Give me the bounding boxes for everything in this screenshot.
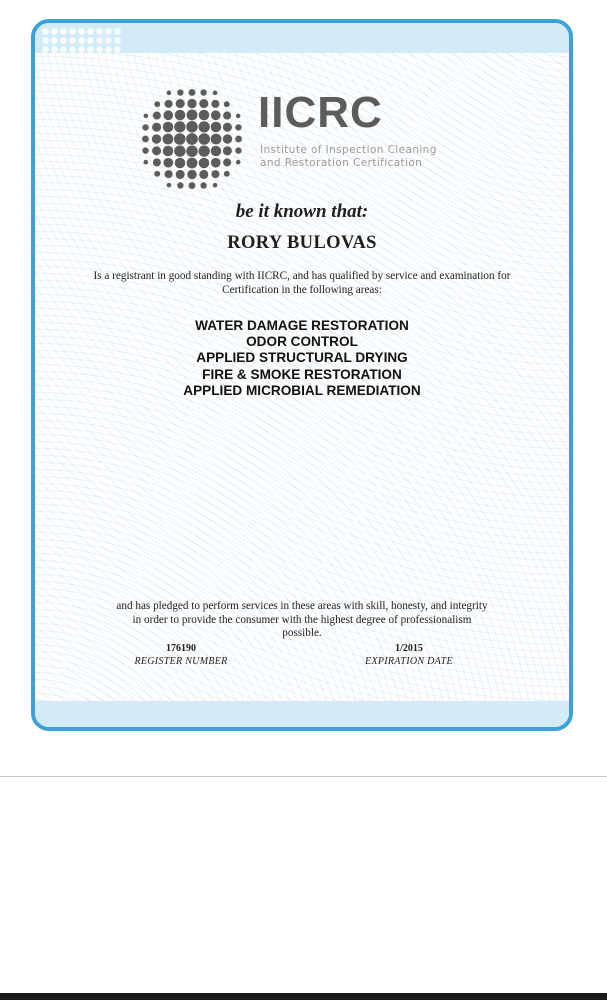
globe-dot: [176, 99, 185, 108]
corner-dot-pattern: [41, 27, 121, 53]
globe-dot: [189, 89, 196, 96]
globe-dot: [213, 183, 218, 188]
globe-dot: [163, 158, 173, 168]
intro-text: Is a registrant in good standing with IICRC, and has qualified by service and examination for Certification in the following areas:: [93, 270, 511, 296]
brand-subtitle-line-1: Institute of Inspection Cleaning: [260, 144, 437, 156]
globe-dot: [154, 171, 160, 177]
globe-dot: [153, 158, 161, 166]
globe-dot: [187, 170, 196, 179]
globe-dot: [165, 170, 173, 178]
expiration-date-label: EXPIRATION DATE: [365, 656, 453, 667]
globe-logo-icon: [136, 83, 248, 195]
globe-dot: [186, 133, 198, 145]
globe-dot: [236, 114, 241, 119]
globe-dot: [187, 99, 196, 108]
globe-dot: [189, 182, 196, 189]
register-number: 176190: [166, 643, 196, 654]
brand-subtitle-line-2: and Restoration Certification: [260, 157, 423, 169]
globe-dot: [163, 122, 174, 133]
globe-dot: [223, 112, 231, 120]
globe-dot: [224, 101, 230, 107]
brand-subtitle: [260, 144, 460, 170]
globe-dot: [177, 89, 183, 95]
globe-dot: [198, 145, 209, 156]
globe-dot: [175, 158, 186, 169]
globe-dot: [223, 146, 232, 155]
bottom-band: [35, 701, 569, 727]
globe-dot: [163, 134, 174, 145]
globe-dot: [223, 134, 232, 143]
register-number-label: REGISTER NUMBER: [134, 656, 228, 667]
globe-dot: [211, 110, 221, 120]
globe-dot: [213, 91, 218, 96]
globe-dot: [142, 147, 148, 153]
globe-dot: [144, 114, 149, 119]
globe-dot: [186, 145, 198, 157]
globe-dot: [187, 110, 198, 121]
expiration-date: 1/2015: [395, 643, 423, 654]
globe-dot: [198, 133, 210, 145]
globe-dot: [174, 121, 185, 132]
globe-dot: [211, 146, 222, 157]
certification-area: ODOR CONTROL: [246, 334, 358, 350]
globe-dot: [152, 146, 161, 155]
certification-area: WATER DAMAGE RESTORATION: [195, 318, 409, 333]
globe-dot: [211, 158, 221, 168]
brand-name: IICRC: [258, 88, 383, 137]
globe-dot: [200, 89, 206, 95]
globe-dot: [154, 101, 160, 107]
globe-dot: [211, 122, 222, 133]
globe-dot: [211, 134, 222, 145]
globe-dot: [223, 158, 231, 166]
globe-dot: [211, 100, 219, 108]
globe-dot: [187, 158, 198, 169]
scan-page-edge: [0, 776, 607, 777]
globe-dot: [211, 170, 219, 178]
globe-dot: [235, 124, 241, 130]
globe-dot: [153, 112, 161, 120]
globe-dot: [177, 182, 183, 188]
globe-dot: [163, 146, 174, 157]
pledge-text: and has pledged to perform services in these areas with skill, honesty, and integrity in order to provide the consumer with the highest degree of professionalism possible.: [116, 600, 488, 640]
globe-dot: [199, 158, 210, 169]
globe-dot: [152, 123, 161, 132]
globe-dot: [174, 145, 185, 156]
globe-dot: [235, 147, 241, 153]
recipient-name: RORY BULOVAS: [227, 233, 377, 253]
globe-dot: [152, 134, 161, 143]
iicrc-logo: [136, 83, 476, 193]
globe-dot: [142, 124, 148, 130]
globe-dot: [199, 99, 208, 108]
globe-dot: [142, 136, 149, 143]
globe-dot: [224, 171, 230, 177]
globe-dot: [175, 110, 186, 121]
globe-dot: [176, 170, 185, 179]
certificate: [31, 19, 573, 731]
globe-dot: [200, 182, 206, 188]
globe-dot: [144, 160, 149, 165]
globe-dot: [236, 160, 241, 165]
scan-bottom-edge: [0, 993, 607, 1000]
globe-dot: [198, 121, 209, 132]
certification-area: FIRE & SMOKE RESTORATION: [202, 366, 402, 382]
certificate-heading: be it known that:: [235, 201, 369, 222]
globe-dot: [235, 136, 242, 143]
globe-dot: [174, 133, 186, 145]
globe-dot: [167, 91, 172, 96]
certification-area: APPLIED MICROBIAL REMEDIATION: [183, 382, 421, 398]
globe-dot: [199, 110, 210, 121]
globe-dot: [165, 100, 173, 108]
globe-dot: [199, 170, 208, 179]
globe-dot: [186, 121, 198, 133]
certification-area: APPLIED STRUCTURAL DRYING: [196, 350, 408, 366]
globe-dot: [167, 183, 172, 188]
certification-areas: [35, 318, 569, 399]
globe-dot: [223, 123, 232, 132]
globe-dot: [163, 110, 173, 120]
